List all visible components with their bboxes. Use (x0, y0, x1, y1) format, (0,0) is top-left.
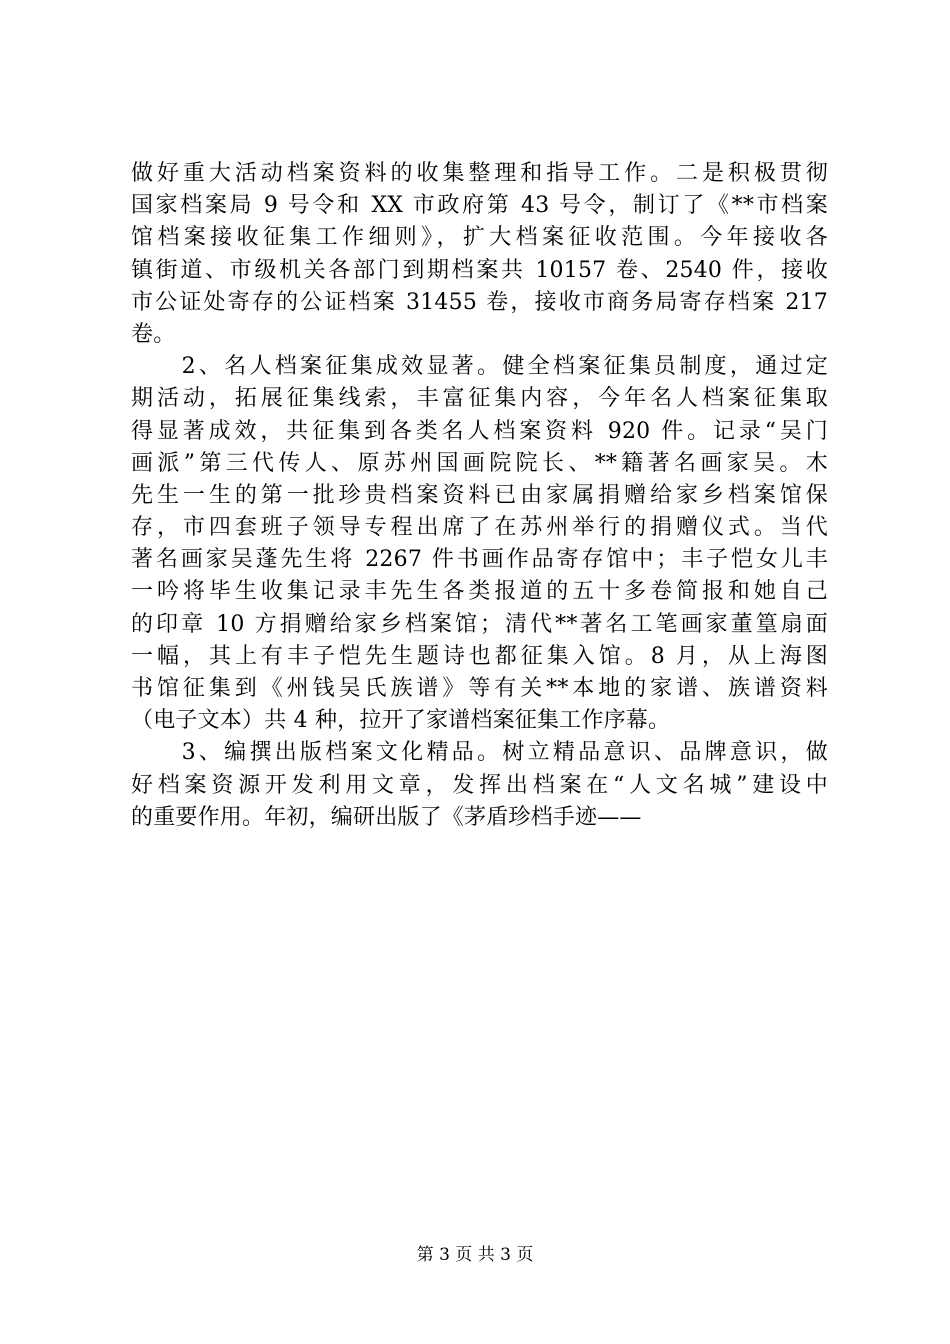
text-line: 的印章 10 方捐赠给家乡档案馆；清代**著名工笔画家董篁扇面 (131, 611, 828, 637)
text-line: 得显著成效，共征集到各类名人档案资料 920 件。记录“吴门 (131, 418, 828, 444)
text-line: 卷。 (131, 321, 176, 347)
text-line: 著名画家吴蓬先生将 2267 件书画作品寄存馆中；丰子恺女儿丰 (131, 547, 828, 573)
text-line: 存，市四套班子领导专程出席了在苏州举行的捐赠仪式。当代 (131, 515, 828, 541)
text-line: 的重要作用。年初，编研出版了《茅盾珍档手迹—— (131, 804, 642, 830)
text-line: 做好重大活动档案资料的收集整理和指导工作。二是积极贯彻 (131, 161, 828, 186)
text-line: 一吟将毕生收集记录丰先生各类报道的五十多卷简报和她自己 (131, 579, 828, 605)
text-line: 期活动，拓展征集线索，丰富征集内容，今年名人档案征集取 (131, 386, 828, 412)
text-line: 2、名人档案征集成效显著。健全档案征集员制度，通过定 (131, 354, 828, 380)
text-line: 馆档案接收征集工作细则》，扩大档案征收范围。今年接收各 (131, 225, 828, 251)
text-line: 书馆征集到《州钱吴氏族谱》等有关**本地的家谱、族谱资料 (131, 676, 828, 701)
text-line: 3、编撰出版档案文化精品。树立精品意识、品牌意识，做 (131, 740, 828, 766)
text-line: 画派”第三代传人、原苏州国画院院长、**籍著名画家吴。木 (131, 450, 828, 476)
text-line: 先生一生的第一批珍贵档案资料已由家属捐赠给家乡档案馆保 (131, 482, 828, 508)
text-line: （电子文本）共 4 种，拉开了家谱档案征集工作序幕。 (131, 708, 671, 734)
document-body (131, 158, 828, 834)
text-line: 国家档案局 9 号令和 XX 市政府第 43 号令，制订了《**市档案 (131, 193, 828, 219)
page-number-footer: 第 3 页 共 3 页 (416, 1245, 534, 1265)
text-line: 市公证处寄存的公证档案 31455 卷，接收市商务局寄存档案 217 (131, 289, 828, 315)
text-line: 镇街道、市级机关各部门到期档案共 10157 卷、2540 件，接收 (131, 257, 828, 283)
text-line: 一幅，其上有丰子恺先生题诗也都征集入馆。8 月，从上海图 (131, 643, 828, 669)
text-line: 好档案资源开发利用文章，发挥出档案在“人文名城”建设中 (131, 772, 828, 798)
